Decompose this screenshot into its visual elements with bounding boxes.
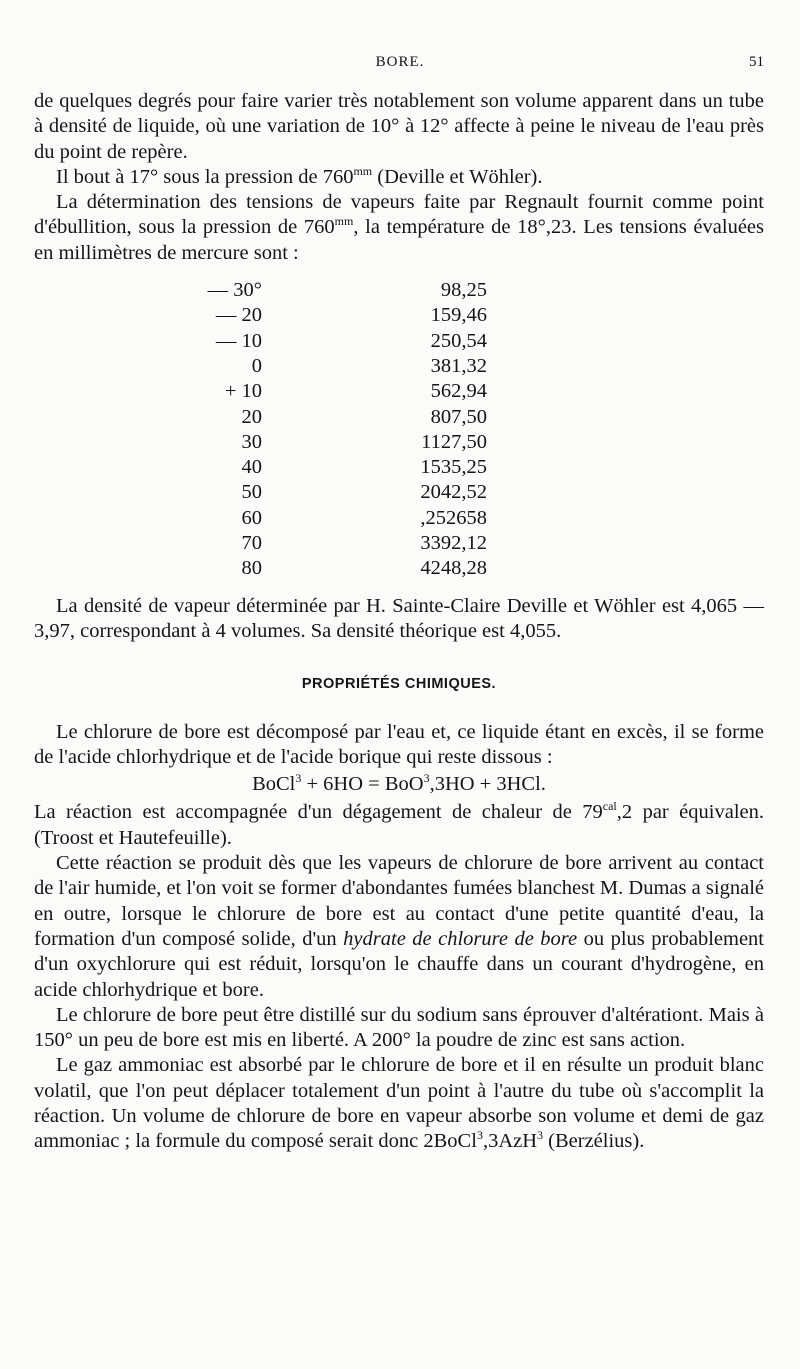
text-run: , la température de 18°,23. Les tensions évaluées en millimètres de mercure sont : (34, 216, 764, 264)
text-run: (Deville et Wöhler). (372, 165, 543, 188)
table-row (34, 354, 764, 379)
running-head (0, 52, 800, 76)
table-row (34, 405, 764, 430)
temperature-cell: 40 (241, 456, 262, 479)
pressure-cell: 562,94 (430, 380, 487, 403)
pressure-cell: 3392,12 (420, 532, 487, 555)
superscript: 3 (295, 771, 302, 786)
pressure-cell: 98,25 (440, 279, 487, 302)
formula-run: ,3HO + 3HCl. (429, 773, 546, 796)
formula-run: BoCl (252, 773, 296, 796)
text-run: (Berzélius). (543, 1130, 645, 1153)
superscript: mm (353, 164, 373, 179)
text-run: Cette réaction se produit dès que les vapeurs de chlorure de bore arrivent au contact de l'air humide, et l'on voit se former d'abondantes fumées blanchest M. Dumas a signalé en outre, lorsque le chlorure de bore est au contact d'une petite quantité d'eau, la formation d'un composé solide, d'un (34, 852, 764, 950)
pressure-cell: 381,32 (430, 354, 487, 377)
running-title: BORE. (375, 54, 425, 70)
page-number: 51 (749, 54, 764, 70)
paragraph-6 (34, 800, 764, 851)
pressure-cell: 1127,50 (421, 430, 487, 453)
formula-run: + 6HO = BoO (301, 773, 424, 796)
text-run: Le gaz ammoniac est absorbé par le chlorure de bore et il en résulte un produit blanc volatil, que l'on peut déplacer totalement d'un point à l'autre du tube où s'accomplit la réaction. Un volume de chlorure de bore en vapeur absorbe son volume et demi de gaz ammoniac ; la formule du composé serait donc 2BoCl (34, 1054, 764, 1153)
table-row (34, 480, 764, 505)
table-row (34, 278, 764, 303)
paragraph-1: de quelques degrés pour faire varier très notablement son volume apparent dans un tube à densité de liquide, où une variation de 10° à 12° affecte à peine le niveau de l'eau près du point de repère. (34, 90, 764, 163)
paragraph-4: La densité de vapeur déterminée par H. Sainte-Claire Deville et Wöhler est 4,065 — 3,97, correspondant à 4 volumes. Sa densité théorique est 4,055. (34, 594, 764, 642)
pressure-cell: 159,46 (430, 304, 487, 327)
superscript: mm (334, 214, 354, 229)
temperature-cell: 70 (241, 532, 262, 555)
text-run: ou plus probablement d'un oxychlorure qui est réduit, lorsqu'on le chauffe dans un courant d'hydrogène, en acide chlorhydrique et bore. (34, 927, 764, 1001)
table-row (34, 506, 764, 531)
paragraph-7 (34, 851, 764, 1003)
temperature-cell: — 20 (215, 304, 262, 327)
paragraph-8: Le chlorure de bore peut être distillé sur du sodium sans éprouver d'altérationt. Mais à 150° un peu de bore est mis en liberté. A 200° la poudre de zinc est sans action. (34, 1003, 764, 1052)
temperature-cell: + 10 (224, 380, 262, 403)
superscript: cal (602, 799, 617, 814)
superscript: 3 (423, 771, 430, 786)
temperature-cell: 60 (241, 506, 262, 529)
pressure-cell: 2042,52 (420, 481, 487, 504)
pressure-cell: 1535,25 (420, 456, 487, 479)
table-row (34, 556, 764, 581)
temperature-cell: — 30° (207, 279, 262, 302)
table-row (34, 531, 764, 556)
temperature-cell: 80 (241, 557, 262, 580)
paragraph-3 (34, 190, 764, 266)
text-run: ,3AzH (482, 1130, 538, 1153)
text-body (34, 89, 764, 1155)
paragraph-2 (34, 165, 764, 190)
table-row (34, 430, 764, 455)
pressure-cell: 807,50 (430, 405, 487, 428)
text-run: Il bout à 17° sous la pression de 760 (56, 165, 354, 188)
pressure-cell: 250,54 (430, 329, 487, 352)
temperature-cell: 50 (241, 481, 262, 504)
temperature-cell: 0 (251, 354, 262, 377)
temperature-cell: — 10 (215, 329, 262, 352)
superscript: 3 (537, 1128, 544, 1143)
pressure-cell: ,252658 (420, 506, 487, 529)
temperature-cell: 20 (241, 405, 262, 428)
italic-term: hydrate de chlorure de bore (343, 927, 578, 950)
chemical-equation (34, 772, 764, 797)
superscript: 3 (476, 1128, 483, 1143)
text-run: La réaction est accompagnée d'un dégagement de chaleur de 79 (34, 801, 603, 824)
table-row (34, 329, 764, 354)
text-run: ,2 par équivalen. (Troost et Hautefeuille). (34, 801, 764, 849)
table-row (34, 379, 764, 404)
table-row (34, 455, 764, 480)
table-row (34, 303, 764, 328)
paragraph-5: Le chlorure de bore est décomposé par l'eau et, ce liquide étant en excès, il se forme de l'acide chlorhydrique et de l'acide borique qui reste dissous : (34, 720, 764, 768)
paragraph-9 (34, 1053, 764, 1154)
text-run: La détermination des tensions de vapeurs faite par Regnault fournit comme point d'ébullition, sous la pression de 760 (34, 191, 764, 239)
temperature-cell: 30 (241, 430, 262, 453)
section-heading: PROPRIÉTÉS CHIMIQUES. (301, 676, 497, 693)
vapor-pressure-table (34, 278, 764, 582)
pressure-cell: 4248,28 (420, 557, 487, 580)
